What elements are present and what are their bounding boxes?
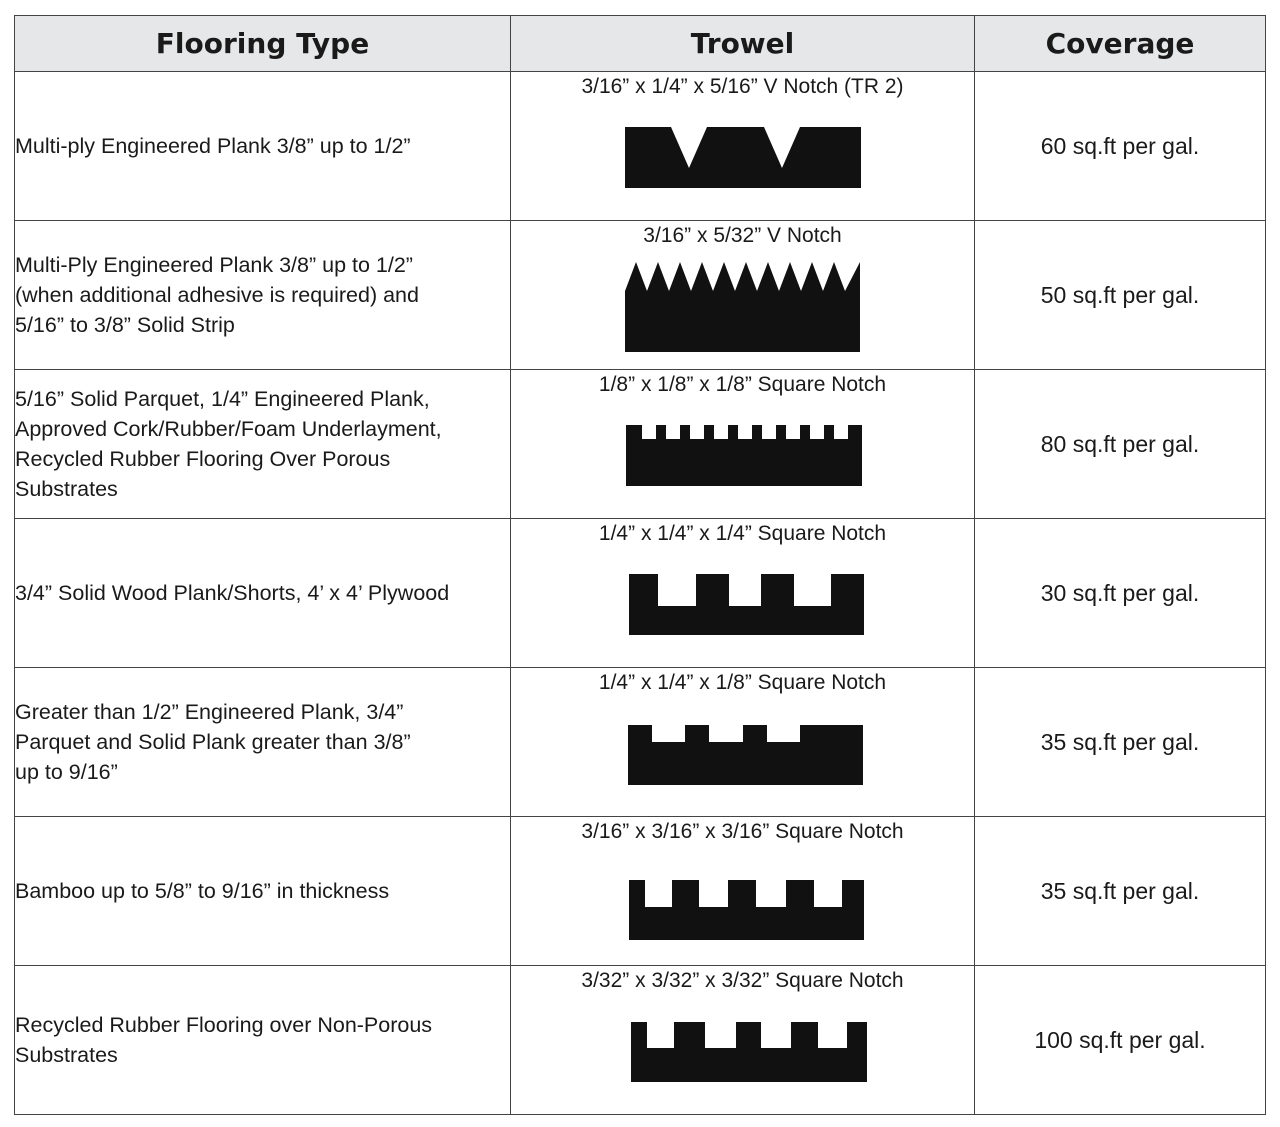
- header-row: [15, 16, 1266, 72]
- trowel-cell: [511, 221, 975, 370]
- table-row: [15, 966, 1266, 1115]
- v-notch-wide-icon: [511, 72, 975, 220]
- table-row: [15, 72, 1266, 221]
- coverage-cell: 35 sq.ft per gal.: [975, 668, 1266, 817]
- header-coverage: Coverage: [975, 16, 1266, 72]
- trowel-cell: [511, 668, 975, 817]
- flooring-type-line: Approved Cork/Rubber/Foam Underlayment,: [15, 417, 442, 441]
- flooring-type-line: 3/4” Solid Wood Plank/Shorts, 4’ x 4’ Plywood: [15, 581, 450, 605]
- square-notch-large-icon: [511, 519, 975, 667]
- v-notch-fine-icon: [511, 221, 975, 369]
- trowel-label: 1/8” x 1/8” x 1/8” Square Notch: [598, 373, 887, 396]
- flooring-type-line: Substrates: [15, 1043, 118, 1067]
- square-notch-shallow-icon: [511, 668, 975, 816]
- flooring-type-cell: [15, 519, 511, 668]
- flooring-type-cell: [15, 817, 511, 966]
- trowel-label: 3/16” x 1/4” x 5/16” V Notch (TR 2): [581, 75, 904, 98]
- flooring-type-line: Substrates: [15, 477, 118, 501]
- coverage-cell: 50 sq.ft per gal.: [975, 221, 1266, 370]
- flooring-type-line: Parquet and Solid Plank greater than 3/8”: [15, 730, 411, 754]
- coverage-cell: 80 sq.ft per gal.: [975, 370, 1266, 519]
- table-row: [15, 221, 1266, 370]
- trowel-label: 1/4” x 1/4” x 1/4” Square Notch: [598, 522, 887, 545]
- flooring-type-line: 5/16” to 3/8” Solid Strip: [15, 313, 235, 337]
- flooring-type-line: up to 9/16”: [15, 760, 118, 784]
- trowel-label: 3/32” x 3/32” x 3/32” Square Notch: [581, 969, 904, 992]
- flooring-type-line: Bamboo up to 5/8” to 9/16” in thickness: [15, 879, 390, 903]
- flooring-type-line: Multi-Ply Engineered Plank 3/8” up to 1/2”: [15, 253, 413, 277]
- trowel-cell: [511, 370, 975, 519]
- flooring-type-cell: [15, 221, 511, 370]
- coverage-cell: 100 sq.ft per gal.: [975, 966, 1266, 1115]
- flooring-type-line: Greater than 1/2” Engineered Plank, 3/4”: [15, 700, 404, 724]
- coverage-cell: 60 sq.ft per gal.: [975, 72, 1266, 221]
- square-notch-small-icon: [511, 370, 975, 518]
- flooring-type-cell: [15, 370, 511, 519]
- trowel-label: 3/16” x 3/16” x 3/16” Square Notch: [581, 820, 904, 843]
- trowel-label: 1/4” x 1/4” x 1/8” Square Notch: [598, 671, 887, 694]
- trowel-label: 3/16” x 5/32” V Notch: [643, 224, 842, 247]
- flooring-type-line: Recycled Rubber Flooring over Non-Porous: [15, 1013, 433, 1037]
- table-row: [15, 519, 1266, 668]
- header-trowel: Trowel: [511, 16, 975, 72]
- flooring-type-cell: [15, 668, 511, 817]
- flooring-type-line: Recycled Rubber Flooring Over Porous: [15, 447, 391, 471]
- trowel-cell: [511, 72, 975, 221]
- flooring-type-line: 5/16” Solid Parquet, 1/4” Engineered Plank,: [15, 387, 430, 411]
- trowel-coverage-table: [14, 15, 1266, 1115]
- coverage-cell: 35 sq.ft per gal.: [975, 817, 1266, 966]
- trowel-cell: [511, 966, 975, 1115]
- flooring-type-cell: [15, 966, 511, 1115]
- square-notch-fine-icon: [511, 966, 975, 1114]
- trowel-cell: [511, 519, 975, 668]
- flooring-type-line: (when additional adhesive is required) and: [15, 283, 419, 307]
- table-row: [15, 817, 1266, 966]
- trowel-cell: [511, 817, 975, 966]
- flooring-type-line: Multi-ply Engineered Plank 3/8” up to 1/2”: [15, 134, 411, 158]
- coverage-cell: 30 sq.ft per gal.: [975, 519, 1266, 668]
- square-notch-medium-icon: [511, 817, 975, 965]
- table-row: [15, 668, 1266, 817]
- flooring-type-cell: [15, 72, 511, 221]
- table-row: [15, 370, 1266, 519]
- header-flooring-type: Flooring Type: [15, 16, 511, 72]
